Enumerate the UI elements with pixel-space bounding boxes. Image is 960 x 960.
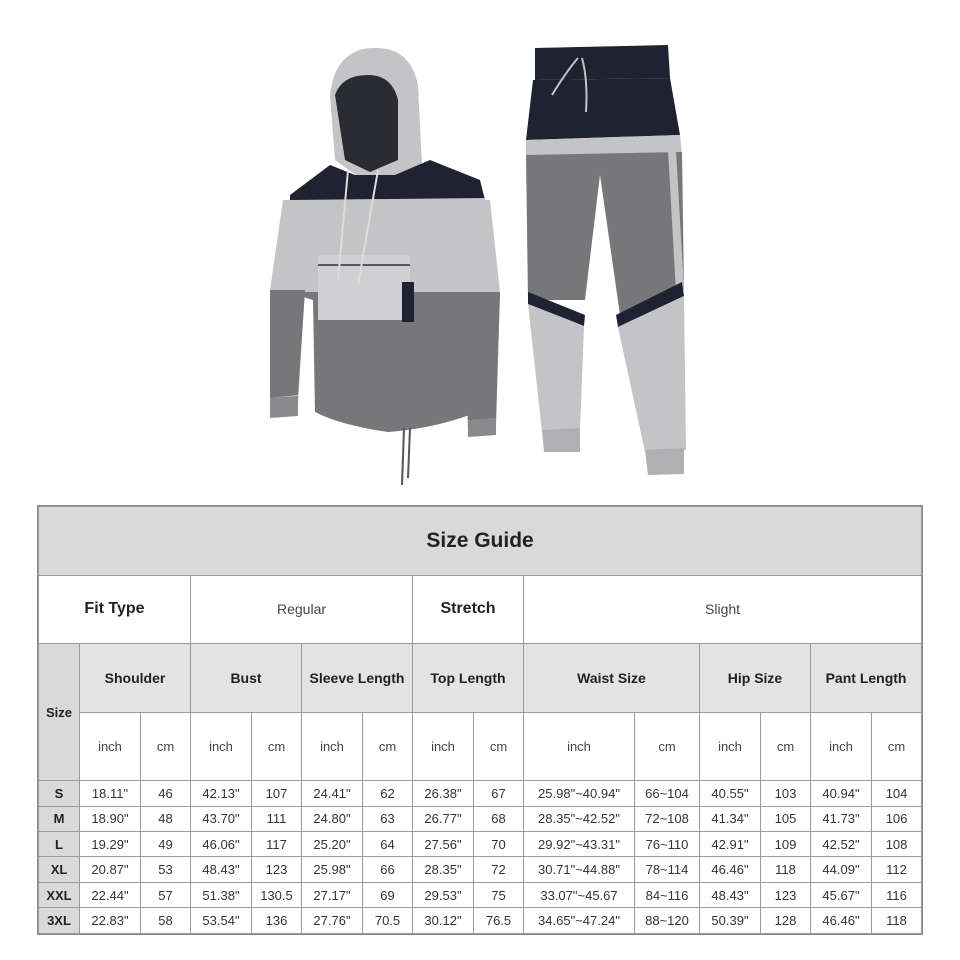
size-cell: 29.92"~43.31": [524, 832, 635, 857]
size-cell: 78~114: [635, 857, 700, 882]
unit-inch: inch: [302, 712, 363, 781]
size-cell: 22.44": [80, 882, 141, 907]
size-label: L: [39, 832, 80, 857]
size-cell: 20.87": [80, 857, 141, 882]
size-cell: 111: [252, 806, 302, 831]
size-cell: 128: [761, 908, 811, 934]
size-label: XXL: [39, 882, 80, 907]
size-cell: 34.65"~47.24": [524, 908, 635, 934]
size-cell: 136: [252, 908, 302, 934]
size-cell: 108: [872, 832, 922, 857]
stretch-value: Slight: [524, 575, 922, 644]
size-cell: 42.52": [811, 832, 872, 857]
size-cell: 70.5: [363, 908, 413, 934]
size-cell: 68: [474, 806, 524, 831]
size-cell: 48.43": [191, 857, 252, 882]
size-cell: 48.43": [700, 882, 761, 907]
unit-inch: inch: [700, 712, 761, 781]
stretch-label: Stretch: [413, 575, 524, 644]
size-label: 3XL: [39, 908, 80, 934]
size-cell: 18.11": [80, 781, 141, 806]
size-cell: 84~116: [635, 882, 700, 907]
size-label: XL: [39, 857, 80, 882]
size-cell: 118: [872, 908, 922, 934]
size-row: [39, 832, 922, 857]
unit-cm: cm: [141, 712, 191, 781]
size-cell: 27.76": [302, 908, 363, 934]
pants-icon: [526, 45, 686, 475]
size-guide-title: Size Guide: [39, 507, 922, 576]
size-cell: 22.83": [80, 908, 141, 934]
size-cell: 130.5: [252, 882, 302, 907]
unit-inch: inch: [80, 712, 141, 781]
size-cell: 57: [141, 882, 191, 907]
column-header-waist-size: Waist Size: [524, 644, 700, 713]
size-cell: 46.06": [191, 832, 252, 857]
column-header-shoulder: Shoulder: [80, 644, 191, 713]
size-cell: 64: [363, 832, 413, 857]
size-cell: 19.29": [80, 832, 141, 857]
unit-cm: cm: [363, 712, 413, 781]
size-cell: 28.35": [413, 857, 474, 882]
size-cell: 46.46": [700, 857, 761, 882]
unit-inch: inch: [191, 712, 252, 781]
size-cell: 42.13": [191, 781, 252, 806]
size-cell: 62: [363, 781, 413, 806]
size-cell: 27.56": [413, 832, 474, 857]
unit-cm: cm: [474, 712, 524, 781]
size-cell: 45.67": [811, 882, 872, 907]
fit-type-label: Fit Type: [39, 575, 191, 644]
size-cell: 25.98"~40.94": [524, 781, 635, 806]
size-cell: 116: [872, 882, 922, 907]
size-guide-table: [37, 505, 923, 935]
size-cell: 76.5: [474, 908, 524, 934]
column-header-bust: Bust: [191, 644, 302, 713]
size-cell: 41.73": [811, 806, 872, 831]
size-cell: 50.39": [700, 908, 761, 934]
size-label: M: [39, 806, 80, 831]
unit-inch: inch: [811, 712, 872, 781]
column-header-hip-size: Hip Size: [700, 644, 811, 713]
size-cell: 53.54": [191, 908, 252, 934]
size-cell: 117: [252, 832, 302, 857]
column-header-top-length: Top Length: [413, 644, 524, 713]
size-cell: 106: [872, 806, 922, 831]
size-cell: 109: [761, 832, 811, 857]
size-cell: 103: [761, 781, 811, 806]
size-cell: 46: [141, 781, 191, 806]
unit-inch: inch: [524, 712, 635, 781]
size-cell: 53: [141, 857, 191, 882]
size-cell: 24.41": [302, 781, 363, 806]
unit-inch: inch: [413, 712, 474, 781]
fit-type-value: Regular: [191, 575, 413, 644]
size-cell: 63: [363, 806, 413, 831]
column-header-pant-length: Pant Length: [811, 644, 922, 713]
size-cell: 75: [474, 882, 524, 907]
size-cell: 123: [252, 857, 302, 882]
size-cell: 29.53": [413, 882, 474, 907]
size-cell: 30.71"~44.88": [524, 857, 635, 882]
size-cell: 67: [474, 781, 524, 806]
size-cell: 44.09": [811, 857, 872, 882]
size-cell: 118: [761, 857, 811, 882]
size-cell: 27.17": [302, 882, 363, 907]
size-cell: 66: [363, 857, 413, 882]
size-row: [39, 806, 922, 831]
size-cell: 58: [141, 908, 191, 934]
size-row: [39, 857, 922, 882]
size-rows: [39, 781, 922, 934]
size-cell: 28.35"~42.52": [524, 806, 635, 831]
size-cell: 107: [252, 781, 302, 806]
size-cell: 41.34": [700, 806, 761, 831]
size-cell: 123: [761, 882, 811, 907]
size-cell: 26.38": [413, 781, 474, 806]
size-cell: 24.80": [302, 806, 363, 831]
size-cell: 88~120: [635, 908, 700, 934]
size-cell: 40.94": [811, 781, 872, 806]
size-cell: 69: [363, 882, 413, 907]
size-cell: 25.20": [302, 832, 363, 857]
size-cell: 43.70": [191, 806, 252, 831]
size-cell: 104: [872, 781, 922, 806]
size-cell: 42.91": [700, 832, 761, 857]
size-cell: 30.12": [413, 908, 474, 934]
unit-cm: cm: [252, 712, 302, 781]
size-cell: 51.38": [191, 882, 252, 907]
size-cell: 112: [872, 857, 922, 882]
size-cell: 46.46": [811, 908, 872, 934]
size-cell: 72: [474, 857, 524, 882]
unit-cm: cm: [635, 712, 700, 781]
size-cell: 48: [141, 806, 191, 831]
size-cell: 105: [761, 806, 811, 831]
hoodie-icon: [270, 48, 500, 485]
size-cell: 76~110: [635, 832, 700, 857]
size-cell: 33.07"~45.67: [524, 882, 635, 907]
size-row: [39, 882, 922, 907]
size-cell: 66~104: [635, 781, 700, 806]
size-header: Size: [39, 644, 80, 781]
size-row: [39, 908, 922, 934]
size-label: S: [39, 781, 80, 806]
size-cell: 18.90": [80, 806, 141, 831]
size-cell: 40.55": [700, 781, 761, 806]
column-header-sleeve-length: Sleeve Length: [302, 644, 413, 713]
size-cell: 72~108: [635, 806, 700, 831]
size-row: [39, 781, 922, 806]
unit-cm: cm: [761, 712, 811, 781]
size-cell: 70: [474, 832, 524, 857]
unit-cm: cm: [872, 712, 922, 781]
size-cell: 25.98": [302, 857, 363, 882]
size-cell: 26.77": [413, 806, 474, 831]
size-cell: 49: [141, 832, 191, 857]
